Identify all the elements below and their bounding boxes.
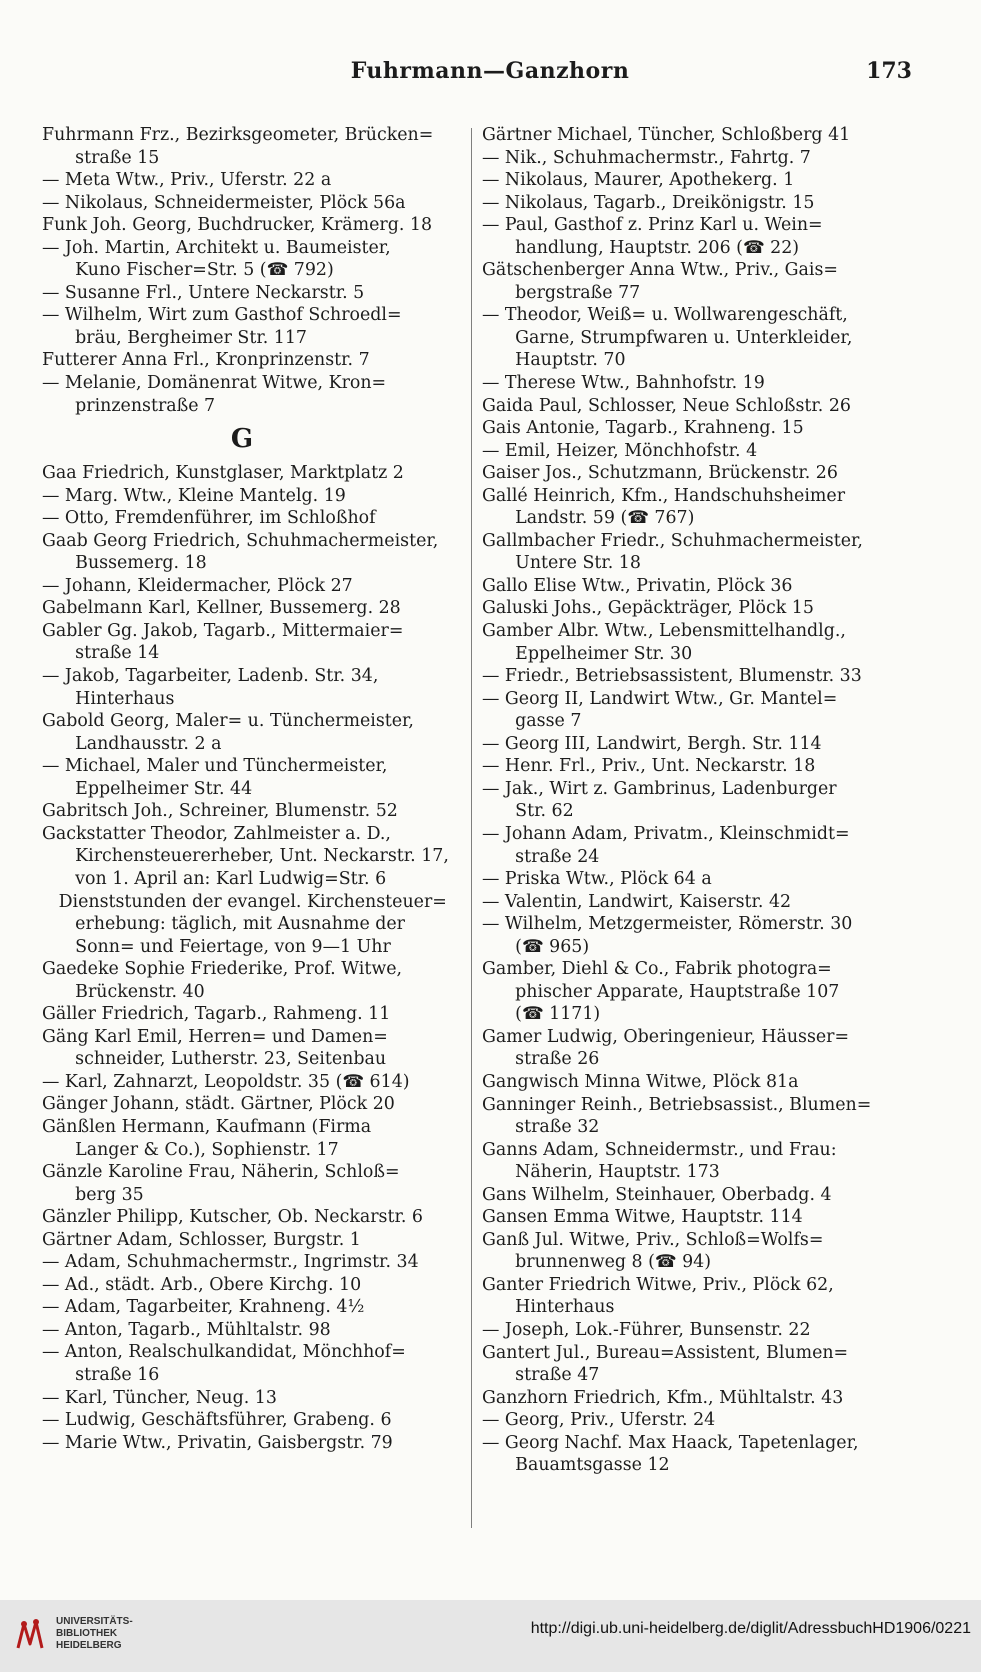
directory-line: Gansen Emma Witwe, Hauptstr. 114 xyxy=(482,1207,803,1228)
directory-line: — Karl, Tüncher, Neug. 13 xyxy=(42,1387,277,1408)
directory-line: Gaiser Jos., Schutzmann, Brückenstr. 26 xyxy=(482,463,838,484)
directory-line: Gänzler Philipp, Kutscher, Ob. Neckarstr. 6 xyxy=(42,1207,423,1228)
directory-line: handlung, Hauptstr. 206 (☎ 22) xyxy=(482,237,800,258)
directory-line: Ganninger Reinh., Betriebsassist., Blumen= xyxy=(482,1094,872,1115)
directory-line: Gabritsch Joh., Schreiner, Blumenstr. 52 xyxy=(42,801,398,822)
directory-line: — Melanie, Domänenrat Witwe, Kron= xyxy=(42,373,387,394)
directory-line: — Priska Wtw., Plöck 64 a xyxy=(482,869,712,890)
directory-line: Dienststunden der evangel. Kirchensteuer= xyxy=(42,891,447,912)
directory-line: — Nikolaus, Maurer, Apothekerg. 1 xyxy=(482,170,795,191)
directory-line: Gänzle Karoline Frau, Näherin, Schloß= xyxy=(42,1162,400,1183)
directory-line: prinzenstraße 7 xyxy=(42,395,216,416)
directory-line: straße 15 xyxy=(42,147,160,168)
directory-line: — Georg III, Landwirt, Bergh. Str. 114 xyxy=(482,733,822,754)
directory-line: Kuno Fischer=Str. 5 (☎ 792) xyxy=(42,260,334,281)
directory-line: — Ludwig, Geschäftsführer, Grabeng. 6 xyxy=(42,1410,392,1431)
directory-line: Gangwisch Minna Witwe, Plöck 81a xyxy=(482,1071,799,1092)
column-divider xyxy=(471,128,472,1528)
directory-line: Gackstatter Theodor, Zahlmeister a. D., xyxy=(42,823,391,844)
directory-line: — Adam, Tagarbeiter, Krahneng. 4½ xyxy=(42,1297,365,1318)
directory-line: Gaab Georg Friedrich, Schuhmachermeister, xyxy=(42,530,439,551)
directory-line: (☎ 1171) xyxy=(482,1004,601,1025)
directory-line: Brückenstr. 40 xyxy=(42,981,205,1002)
directory-line: — Nik., Schuhmachermstr., Fahrtg. 7 xyxy=(482,147,811,168)
directory-line: Gaida Paul, Schlosser, Neue Schloßstr. 26 xyxy=(482,395,851,416)
directory-line: straße 47 xyxy=(482,1365,600,1386)
directory-line: — Adam, Schuhmachermstr., Ingrimstr. 34 xyxy=(42,1252,419,1273)
directory-line: — Johann Adam, Privatm., Kleinschmidt= xyxy=(482,823,850,844)
directory-line: Gallmbacher Friedr., Schuhmachermeister, xyxy=(482,530,863,551)
directory-line: Langer & Co.), Sophienstr. 17 xyxy=(42,1139,339,1160)
directory-line: Gabler Gg. Jakob, Tagarb., Mittermaier= xyxy=(42,620,404,641)
directory-line: Gärtner Michael, Tüncher, Schloßberg 41 xyxy=(482,125,851,145)
directory-line: — Emil, Heizer, Mönchhofstr. 4 xyxy=(482,440,758,461)
library-name: UNIVERSITÄTS- BIBLIOTHEK HEIDELBERG xyxy=(56,1616,133,1651)
directory-line: berg 35 xyxy=(42,1184,144,1205)
right-column xyxy=(482,124,902,1477)
directory-line: Sonn= und Feiertage, von 9—1 Uhr xyxy=(42,936,391,957)
directory-line: brunnenweg 8 (☎ 94) xyxy=(482,1252,712,1273)
directory-line: Untere Str. 18 xyxy=(482,553,641,574)
directory-line: Funk Joh. Georg, Buchdrucker, Krämerg. 18 xyxy=(42,215,433,236)
left-column xyxy=(42,124,464,1454)
directory-line: — Anton, Realschulkandidat, Mönchhof= xyxy=(42,1342,406,1363)
directory-line: Gamer Ludwig, Oberingenieur, Häusser= xyxy=(482,1026,850,1047)
directory-line: Gänßlen Hermann, Kaufmann (Firma xyxy=(42,1116,372,1137)
directory-line: Gänger Johann, städt. Gärtner, Plöck 20 xyxy=(42,1094,395,1115)
directory-line: straße 32 xyxy=(482,1117,600,1138)
directory-line: Ganzhorn Friedrich, Kfm., Mühltalstr. 43 xyxy=(482,1387,844,1408)
section-letter: G xyxy=(230,424,254,455)
source-url-link[interactable]: http://digi.ub.uni-heidelberg.de/diglit/AdressbuchHD1906/0221 xyxy=(530,1620,971,1637)
running-title: Fuhrmann—Ganzhorn xyxy=(350,58,630,84)
directory-line: Gäller Friedrich, Tagarb., Rahmeng. 11 xyxy=(42,1004,391,1025)
directory-line: Näherin, Hauptstr. 173 xyxy=(482,1162,720,1183)
directory-line: — Therese Wtw., Bahnhofstr. 19 xyxy=(482,373,765,394)
directory-line: Ganß Jul. Witwe, Priv., Schloß=Wolfs= xyxy=(482,1229,824,1250)
directory-line: — Nikolaus, Tagarb., Dreikönigstr. 15 xyxy=(482,192,815,213)
directory-line: — Marg. Wtw., Kleine Mantelg. 19 xyxy=(42,485,346,506)
directory-line: (☎ 965) xyxy=(482,936,590,957)
directory-line: — Jakob, Tagarbeiter, Ladenb. Str. 34, xyxy=(42,666,379,687)
directory-line: — Paul, Gasthof z. Prinz Karl u. Wein= xyxy=(482,215,823,236)
directory-line: — Anton, Tagarb., Mühltalstr. 98 xyxy=(42,1319,331,1340)
directory-line: Gais Antonie, Tagarb., Krahneng. 15 xyxy=(482,418,804,439)
directory-line: — Henr. Frl., Priv., Unt. Neckarstr. 18 xyxy=(482,756,816,777)
directory-line: bräu, Bergheimer Str. 117 xyxy=(42,327,307,348)
directory-line: Gäng Karl Emil, Herren= und Damen= xyxy=(42,1026,388,1047)
directory-line: Str. 62 xyxy=(482,801,574,822)
directory-line: Landstr. 59 (☎ 767) xyxy=(482,508,695,529)
footer-bar xyxy=(0,1600,981,1672)
directory-line: Hinterhaus xyxy=(42,688,175,709)
directory-line: — Johann, Kleidermacher, Plöck 27 xyxy=(42,575,353,596)
directory-line: — Georg II, Landwirt Wtw., Gr. Mantel= xyxy=(482,688,838,709)
directory-line: — Nikolaus, Schneidermeister, Plöck 56a xyxy=(42,192,406,213)
directory-line: Fuhrmann Frz., Bezirksgeometer, Brücken= xyxy=(42,125,434,145)
directory-line: — Joseph, Lok.-Führer, Bunsenstr. 22 xyxy=(482,1319,811,1340)
directory-line: — Wilhelm, Metzgermeister, Römerstr. 30 xyxy=(482,914,853,935)
directory-line: Gaa Friedrich, Kunstglaser, Marktplatz 2 xyxy=(42,463,404,484)
directory-line: straße 26 xyxy=(482,1049,600,1070)
page-number: 173 xyxy=(866,58,912,84)
directory-line: Galuski Johs., Gepäckträger, Plöck 15 xyxy=(482,598,814,619)
directory-line: Eppelheimer Str. 30 xyxy=(482,643,693,664)
directory-line: Gabelmann Karl, Kellner, Bussemerg. 28 xyxy=(42,598,401,619)
directory-line: Bussemerg. 18 xyxy=(42,553,207,574)
directory-line: Gabold Georg, Maler= u. Tünchermeister, xyxy=(42,711,414,732)
directory-line: Gamber, Diehl & Co., Fabrik photogra= xyxy=(482,959,832,980)
directory-line: Gallé Heinrich, Kfm., Handschuhsheimer xyxy=(482,485,846,506)
directory-line: phischer Apparate, Hauptstraße 107 xyxy=(482,981,840,1002)
directory-line: schneider, Lutherstr. 23, Seitenbau xyxy=(42,1049,387,1070)
directory-line: — Karl, Zahnarzt, Leopoldstr. 35 (☎ 614) xyxy=(42,1071,410,1092)
directory-line: Garne, Strumpfwaren u. Unterkleider, xyxy=(482,327,853,348)
library-logo-icon xyxy=(10,1614,50,1654)
directory-line: Gaedeke Sophie Friederike, Prof. Witwe, xyxy=(42,959,403,980)
directory-line: — Marie Wtw., Privatin, Gaisbergstr. 79 xyxy=(42,1432,393,1453)
directory-line: — Susanne Frl., Untere Neckarstr. 5 xyxy=(42,282,365,303)
directory-line: — Georg Nachf. Max Haack, Tapetenlager, xyxy=(482,1432,859,1453)
directory-line: Ganter Friedrich Witwe, Priv., Plöck 62, xyxy=(482,1274,834,1295)
directory-line: Eppelheimer Str. 44 xyxy=(42,778,253,799)
directory-line: Gätschenberger Anna Wtw., Priv., Gais= xyxy=(482,260,838,281)
directory-line: Gärtner Adam, Schlosser, Burgstr. 1 xyxy=(42,1229,361,1250)
directory-line: — Ad., städt. Arb., Obere Kirchg. 10 xyxy=(42,1274,362,1295)
directory-line: Futterer Anna Frl., Kronprinzenstr. 7 xyxy=(42,350,370,371)
directory-line: straße 14 xyxy=(42,643,160,664)
directory-line: — Wilhelm, Wirt zum Gasthof Schroedl= xyxy=(42,305,402,326)
directory-line: — Joh. Martin, Architekt u. Baumeister, xyxy=(42,237,391,258)
directory-line: Bauamtsgasse 12 xyxy=(482,1455,670,1476)
directory-line: Ganns Adam, Schneidermstr., und Frau: xyxy=(482,1139,837,1160)
directory-line: — Meta Wtw., Priv., Uferstr. 22 a xyxy=(42,170,332,191)
directory-line: Hauptstr. 70 xyxy=(482,350,626,371)
directory-line: von 1. April an: Karl Ludwig=Str. 6 xyxy=(42,868,387,889)
directory-line: — Michael, Maler und Tünchermeister, xyxy=(42,756,388,777)
directory-line: Kirchensteuererheber, Unt. Neckarstr. 17, xyxy=(42,846,449,867)
directory-line: — Theodor, Weiß= u. Wollwarengeschäft, xyxy=(482,305,848,326)
directory-line: erhebung: täglich, mit Ausnahme der xyxy=(42,914,405,935)
directory-line: Hinterhaus xyxy=(482,1297,615,1318)
directory-line: Gamber Albr. Wtw., Lebensmittelhandlg., xyxy=(482,621,846,642)
directory-line: — Friedr., Betriebsassistent, Blumenstr. 33 xyxy=(482,666,862,687)
directory-line: straße 16 xyxy=(42,1364,160,1385)
directory-line: Gans Wilhelm, Steinhauer, Oberbadg. 4 xyxy=(482,1184,832,1205)
directory-line: straße 24 xyxy=(482,846,600,867)
directory-line: Gallo Elise Wtw., Privatin, Plöck 36 xyxy=(482,575,793,596)
directory-line: bergstraße 77 xyxy=(482,282,641,303)
directory-line: — Otto, Fremdenführer, im Schloßhof xyxy=(42,508,376,529)
directory-line: — Jak., Wirt z. Gambrinus, Ladenburger xyxy=(482,778,837,799)
directory-line: Landhausstr. 2 a xyxy=(42,733,222,754)
directory-line: gasse 7 xyxy=(482,711,582,732)
page-header xyxy=(40,58,940,98)
directory-line: — Georg, Priv., Uferstr. 24 xyxy=(482,1410,716,1431)
directory-line: — Valentin, Landwirt, Kaiserstr. 42 xyxy=(482,891,792,912)
directory-line: Gantert Jul., Bureau=Assistent, Blumen= xyxy=(482,1342,849,1363)
